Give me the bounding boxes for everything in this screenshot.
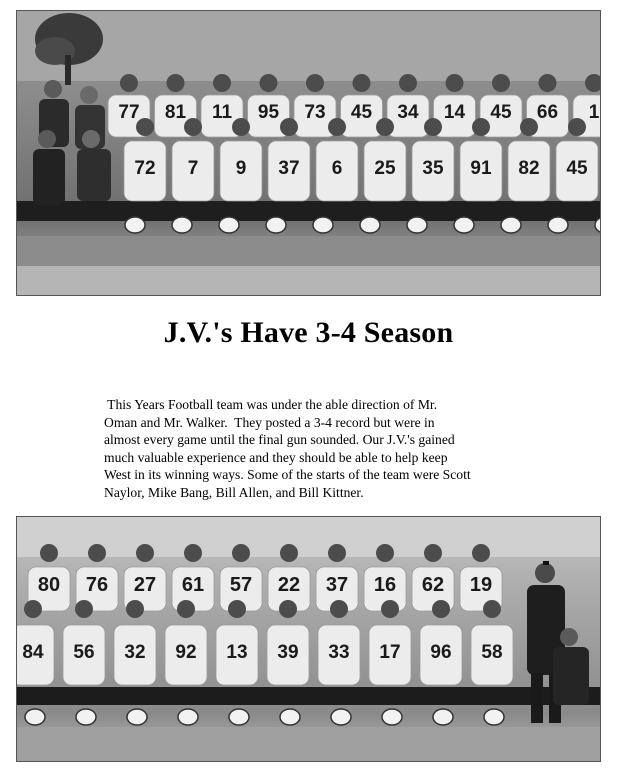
- player-head: [184, 544, 202, 562]
- bench: [17, 687, 601, 705]
- helmet: [25, 709, 45, 725]
- player-head: [492, 74, 510, 92]
- helmet: [76, 709, 96, 725]
- jersey-number: 92: [175, 642, 197, 663]
- jersey-number: 27: [133, 574, 157, 597]
- player-head: [177, 600, 195, 618]
- helmet: [178, 709, 198, 725]
- article-line: much valuable experience and they should be able to help keep: [104, 449, 448, 465]
- helmet: [382, 709, 402, 725]
- jersey-number: 39: [277, 642, 299, 663]
- jersey-number: 14: [443, 102, 466, 124]
- jersey-number: 84: [22, 642, 44, 663]
- player-head: [330, 600, 348, 618]
- helmet: [172, 217, 192, 233]
- headline: J.V.'s Have 3-4 Season: [163, 316, 454, 349]
- player-head: [424, 544, 442, 562]
- jersey-number: 66: [536, 102, 559, 124]
- helmet: [360, 217, 380, 233]
- helmet: [313, 217, 333, 233]
- jersey-number: 13: [226, 642, 248, 663]
- player-head: [280, 118, 298, 136]
- article-line: almost every game until the final gun sounded. Our J.V.'s gained: [104, 432, 455, 448]
- player-head: [353, 74, 371, 92]
- player-head: [184, 118, 202, 136]
- jersey-number: 95: [257, 102, 280, 124]
- player-head: [520, 118, 538, 136]
- player-head: [472, 118, 490, 136]
- jersey-number: 72: [134, 158, 156, 179]
- player-head: [381, 600, 399, 618]
- player-head: [376, 118, 394, 136]
- jersey-number: 11: [211, 102, 233, 124]
- jersey-number: 62: [421, 574, 445, 597]
- player-head: [213, 74, 231, 92]
- player-head: [328, 544, 346, 562]
- jersey-number: 45: [350, 102, 373, 124]
- jersey-number: 61: [181, 574, 205, 597]
- player-head: [446, 74, 464, 92]
- jersey-number: 96: [430, 642, 452, 663]
- jersey-number: 45: [490, 102, 512, 124]
- player-head: [539, 74, 557, 92]
- player-head: [328, 118, 346, 136]
- grass: [17, 727, 601, 762]
- article-line: Naylor, Mike Bang, Bill Allen, and Bill Kittner.: [104, 484, 364, 500]
- article-line: Oman and Mr. Walker. They posted a 3-4 record but were in: [104, 414, 435, 430]
- helmet: [454, 217, 474, 233]
- jersey-number: 35: [422, 158, 444, 179]
- hillside: [17, 11, 601, 81]
- jersey-number: 7: [187, 158, 199, 179]
- player-head: [260, 74, 278, 92]
- grass-foreground: [17, 266, 601, 296]
- jersey-number: 25: [374, 158, 396, 179]
- helmet: [484, 709, 504, 725]
- player-head: [228, 600, 246, 618]
- jersey-number: 57: [229, 574, 253, 597]
- player-head: [126, 600, 144, 618]
- helmet: [127, 709, 147, 725]
- jersey-number: 19: [469, 574, 493, 597]
- player-head: [280, 544, 298, 562]
- team-photo-bottom: [16, 516, 601, 762]
- jersey-number: 37: [278, 158, 300, 179]
- helmet: [407, 217, 427, 233]
- player-head: [232, 118, 250, 136]
- player-head: [279, 600, 297, 618]
- player-head: [432, 600, 450, 618]
- jersey-number: 1: [588, 102, 600, 124]
- jersey-number: 6: [331, 158, 343, 179]
- helmet: [280, 709, 300, 725]
- helmet: [331, 709, 351, 725]
- helmet: [548, 217, 568, 233]
- player-head: [232, 544, 250, 562]
- jersey-number: 80: [37, 574, 61, 597]
- player-head: [472, 544, 490, 562]
- jersey-number: 33: [328, 642, 350, 663]
- helmet: [501, 217, 521, 233]
- player-head: [376, 544, 394, 562]
- helmet: [266, 217, 286, 233]
- helmet: [125, 217, 145, 233]
- helmet: [433, 709, 453, 725]
- jersey-number: 22: [277, 574, 301, 597]
- player-head: [483, 600, 501, 618]
- jersey-number: 58: [481, 642, 503, 663]
- article-paragraph: [104, 396, 524, 502]
- jersey-number: 77: [118, 102, 140, 124]
- player-head: [88, 544, 106, 562]
- jersey-number: 34: [397, 102, 419, 124]
- player-head: [424, 118, 442, 136]
- jersey-number: 37: [325, 574, 349, 597]
- helmet: [229, 709, 249, 725]
- article-line: This Years Football team was under the able direction of Mr.: [104, 397, 438, 412]
- jersey-number: 56: [73, 642, 95, 663]
- player-head: [40, 544, 58, 562]
- player-head: [24, 600, 42, 618]
- player-head: [136, 118, 154, 136]
- player-head: [568, 118, 586, 136]
- jersey-number: 17: [379, 642, 401, 663]
- player-head: [306, 74, 324, 92]
- jersey-number: 91: [470, 158, 492, 179]
- jersey-number: 81: [164, 102, 187, 124]
- jersey-number: 73: [304, 102, 326, 124]
- helmet: [219, 217, 239, 233]
- jersey-number: 16: [373, 574, 397, 597]
- jersey-number: 9: [235, 158, 247, 179]
- jersey-number: 76: [85, 574, 109, 597]
- player-head: [136, 544, 154, 562]
- jersey-number: 32: [124, 642, 146, 663]
- player-head: [399, 74, 417, 92]
- player-head: [75, 600, 93, 618]
- jersey-number: 82: [518, 158, 540, 179]
- team-photo-top: [16, 10, 601, 296]
- player-head: [120, 74, 138, 92]
- article-line: West in its winning ways. Some of the starts of the team were Scott: [104, 467, 471, 483]
- player-head: [167, 74, 185, 92]
- jersey-number: 45: [566, 158, 588, 179]
